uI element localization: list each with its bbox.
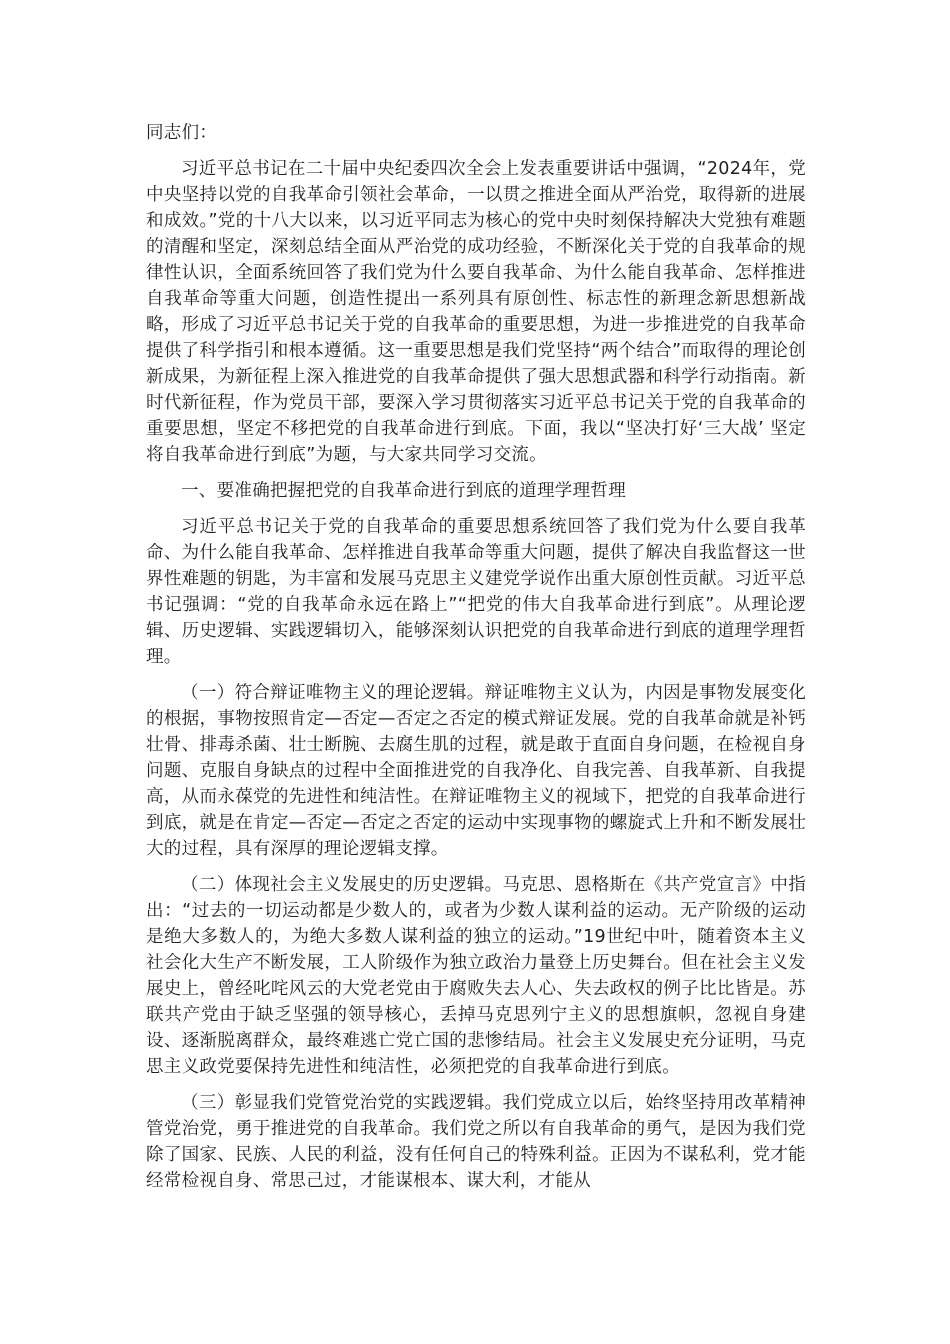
section-heading: 一、要准确把握把党的自我革命进行到底的道理学理哲理 xyxy=(181,481,626,501)
salutation: 同志们： xyxy=(146,123,218,143)
document-page xyxy=(146,120,806,1204)
subsection-1-paragraph: （一）符合辩证唯物主义的理论逻辑。辩证唯物主义认为，内因是事物发展变化的根据，事物按照肯定—否定—否定之否定的模式辩证发展。党的自我革命就是补钙壮骨、排毒杀菌、壮士断腕、去腐生肌的过程，就是敢于直面自身问题，在检视自身问题、克服自身缺点的过程中全面推进党的自我净化、自我完善、自我革新、自我提高，从而永葆党的先进性和纯洁性。在辩证唯物主义的视域下，把党的自我革命进行到底，就是在肯定—否定—否定之否定的运动中实现事物的螺旋式上升和不断发展壮大的过程，具有深厚的理论逻辑支撑。 xyxy=(146,683,806,859)
subsection-2-paragraph: （二）体现社会主义发展史的历史逻辑。马克思、恩格斯在《共产党宣言》中指出：“过去的一切运动都是少数人的，或者为少数人谋利益的运动。无产阶级的运动是绝大多数人的，为绝大多数人谋利益的独立的运动。”19世纪中叶，随着资本主义社会化大生产不断发展，工人阶级作为独立政治力量登上历史舞台。但在社会主义发展史上，曾经叱咤风云的大党老党由于腐败失去人心、失去政权的例子比比皆是。苏联共产党由于缺乏坚强的领导核心，丢掉马克思列宁主义的思想旗帜，忽视自身建设、逐渐脱离群众，最终难逃亡党亡国的悲惨结局。社会主义发展史充分证明，马克思主义政党要保持先进性和纯洁性，必须把党的自我革命进行到底。 xyxy=(146,875,806,1077)
intro-paragraph: 习近平总书记在二十届中央纪委四次全会上发表重要讲话中强调，“2024年，党中央坚持以党的自我革命引领社会革命，一以贯之推进全面从严治党，取得新的进展和成效。”党的十八大以来，以习近平同志为核心的党中央时刻保持解决大党独有难题的清醒和坚定，深刻总结全面从严治党的成功经验，不断深化关于党的自我革命的规律性认识，全面系统回答了我们党为什么要自我革命、为什么能自我革命、怎样推进自我革命等重大问题，创造性提出一系列具有原创性、标志性的新理念新思想新战略，形成了习近平总书记关于党的自我革命的重要思想，为进一步推进党的自我革命提供了科学指引和根本遵循。这一重要思想是我们党坚持“两个结合”而取得的理论创新成果，为新征程上深入推进党的自我革命提供了强大思想武器和科学行动指南。新时代新征程，作为党员干部，要深入学习贯彻落实习近平总书记关于党的自我革命的重要思想，坚定不移把党的自我革命进行到底。下面，我以“坚决打好‘三大战’ 坚定将自我革命进行到底”为题，与大家共同学习交流。 xyxy=(146,159,806,465)
section-intro-paragraph: 习近平总书记关于党的自我革命的重要思想系统回答了我们党为什么要自我革命、为什么能自我革命、怎样推进自我革命等重大问题，提供了解决自我监督这一世界性难题的钥匙，为丰富和发展马克思主义建党学说作出重大原创性贡献。习近平总书记强调：“党的自我革命永远在路上”“把党的伟大自我革命进行到底”。从理论逻辑、历史逻辑、实践逻辑切入，能够深刻认识把党的自我革命进行到底的道理学理哲理。 xyxy=(146,517,806,667)
subsection-3-paragraph: （三）彰显我们党管党治党的实践逻辑。我们党成立以后，始终坚持用改革精神管党治党，勇于推进党的自我革命。我们党之所以有自我革命的勇气，是因为我们党除了国家、民族、人民的利益，没有任何自己的特殊利益。正因为不谋私利，党才能经常检视自身、常思己过，才能谋根本、谋大利，才能从 xyxy=(146,1093,806,1191)
